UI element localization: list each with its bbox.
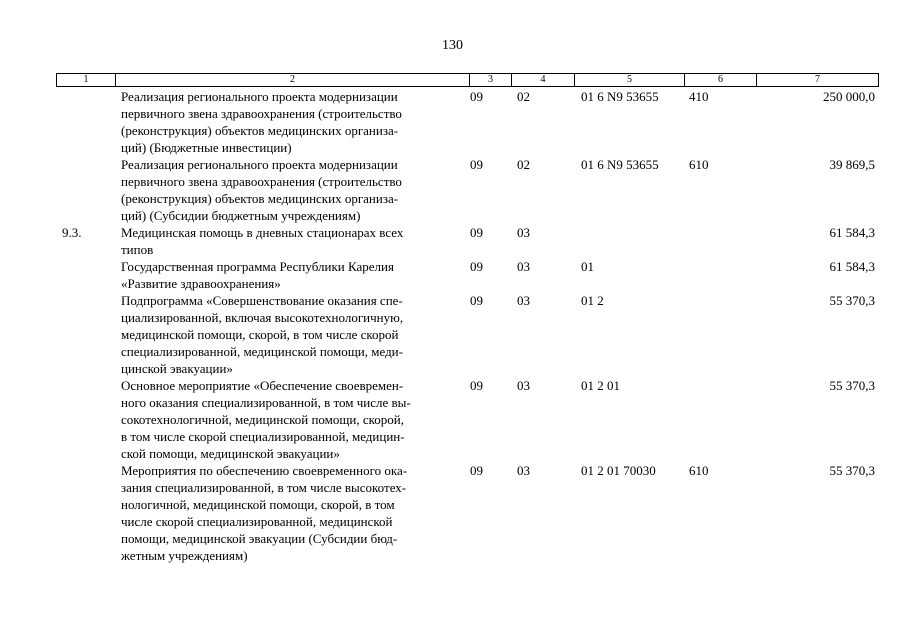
amount: 250 000,0 — [823, 89, 875, 104]
description-line: ного оказания специализированной, в том числе вы- — [121, 395, 411, 410]
description-line: специализированной, медицинской помощи, меди- — [121, 344, 403, 359]
target-article-code: 01 2 01 — [581, 378, 620, 393]
description-line: первичного звена здравоохранения (строительство — [121, 106, 402, 121]
header-col-5: 5 — [575, 74, 685, 86]
header-col-2: 2 — [116, 74, 470, 86]
description-line: «Развитие здравоохранения» — [121, 276, 281, 291]
subsection-code: 03 — [517, 463, 530, 478]
target-article-code: 01 6 N9 53655 — [581, 89, 659, 104]
description-line: помощи, медицинской эвакуации (Субсидии бюд- — [121, 531, 398, 546]
amount: 55 370,3 — [829, 293, 875, 308]
row-number — [56, 88, 115, 156]
description-line: числе скорой специализированной, медицинской — [121, 514, 393, 529]
table-row — [56, 258, 879, 292]
description-line: первичного звена здравоохранения (строительство — [121, 174, 402, 189]
description-line: жетным учреждениям) — [121, 548, 248, 563]
amount: 55 370,3 — [829, 463, 875, 478]
page-number: 130 — [442, 38, 463, 53]
expense-type-code — [684, 292, 756, 377]
header-col-4: 4 — [512, 74, 575, 86]
expense-type-code — [684, 377, 756, 462]
expense-type-code: 410 — [689, 89, 709, 104]
description-line: Государственная программа Республики Карелия — [121, 259, 394, 274]
table-header — [56, 73, 879, 87]
description-line: ций) (Бюджетные инвестиции) — [121, 140, 292, 155]
subsection-code: 02 — [517, 89, 530, 104]
description-line: Подпрограмма «Совершенствование оказания спе- — [121, 293, 403, 308]
section-code: 09 — [470, 463, 483, 478]
target-article-code: 01 2 01 70030 — [581, 463, 656, 478]
row-number: 9.3. — [62, 225, 82, 240]
row-number — [56, 156, 115, 224]
expense-type-code: 610 — [689, 157, 709, 172]
table-row — [56, 88, 879, 156]
description-line: сокотехнологичной, медицинской помощи, скорой, — [121, 412, 404, 427]
subsection-code: 03 — [517, 259, 530, 274]
header-col-1: 1 — [57, 74, 116, 86]
row-description — [115, 224, 469, 258]
subsection-code: 02 — [517, 157, 530, 172]
amount: 39 869,5 — [829, 157, 875, 172]
description-line: Мероприятия по обеспечению своевременного ока- — [121, 463, 408, 478]
row-number — [56, 292, 115, 377]
description-line: цинской эвакуации» — [121, 361, 233, 376]
expense-type-code — [684, 224, 756, 258]
amount: 61 584,3 — [829, 225, 875, 240]
subsection-code: 03 — [517, 378, 530, 393]
target-article-code: 01 — [581, 259, 594, 274]
row-number — [56, 377, 115, 462]
amount: 55 370,3 — [829, 378, 875, 393]
description-line: Реализация регионального проекта модернизации — [121, 157, 398, 172]
target-article-code — [574, 224, 684, 258]
description-line: медицинской помощи, скорой, в том числе скорой — [121, 327, 399, 342]
description-line: Основное мероприятие «Обеспечение своевремен- — [121, 378, 404, 393]
row-number — [56, 462, 115, 564]
section-code: 09 — [470, 89, 483, 104]
row-description — [115, 156, 469, 224]
row-description — [115, 377, 469, 462]
description-line: (реконструкция) объектов медицинских организа- — [121, 191, 399, 206]
row-description — [115, 462, 469, 564]
target-article-code: 01 2 — [581, 293, 604, 308]
row-description — [115, 258, 469, 292]
section-code: 09 — [470, 293, 483, 308]
description-line: в том числе скорой специализированной, медицин- — [121, 429, 405, 444]
expense-type-code: 610 — [689, 463, 709, 478]
table-body — [56, 88, 879, 564]
row-description — [115, 292, 469, 377]
description-line: (реконструкция) объектов медицинских организа- — [121, 123, 399, 138]
description-line: циализированной, включая высокотехнологичную, — [121, 310, 404, 325]
subsection-code: 03 — [517, 225, 530, 240]
description-line: ской помощи, медицинской эвакуации» — [121, 446, 340, 461]
table-row — [56, 224, 879, 258]
header-col-6: 6 — [685, 74, 757, 86]
section-code: 09 — [470, 259, 483, 274]
section-code: 09 — [470, 225, 483, 240]
table-row — [56, 462, 879, 564]
row-number — [56, 258, 115, 292]
description-line: Реализация регионального проекта модернизации — [121, 89, 398, 104]
description-line: нологичной, медицинской помощи, скорой, в том — [121, 497, 395, 512]
section-code: 09 — [470, 378, 483, 393]
target-article-code: 01 6 N9 53655 — [581, 157, 659, 172]
description-line: Медицинская помощь в дневных стационарах всех — [121, 225, 404, 240]
section-code: 09 — [470, 157, 483, 172]
header-col-7: 7 — [815, 74, 820, 85]
expense-type-code — [684, 258, 756, 292]
amount: 61 584,3 — [829, 259, 875, 274]
table-row — [56, 377, 879, 462]
description-line: типов — [121, 242, 154, 257]
table-row — [56, 292, 879, 377]
header-col-3: 3 — [470, 74, 512, 86]
description-line: ций) (Субсидии бюджетным учреждениям) — [121, 208, 361, 223]
description-line: зания специализированной, в том числе высокотех- — [121, 480, 407, 495]
row-description — [115, 88, 469, 156]
subsection-code: 03 — [517, 293, 530, 308]
table-row — [56, 156, 879, 224]
